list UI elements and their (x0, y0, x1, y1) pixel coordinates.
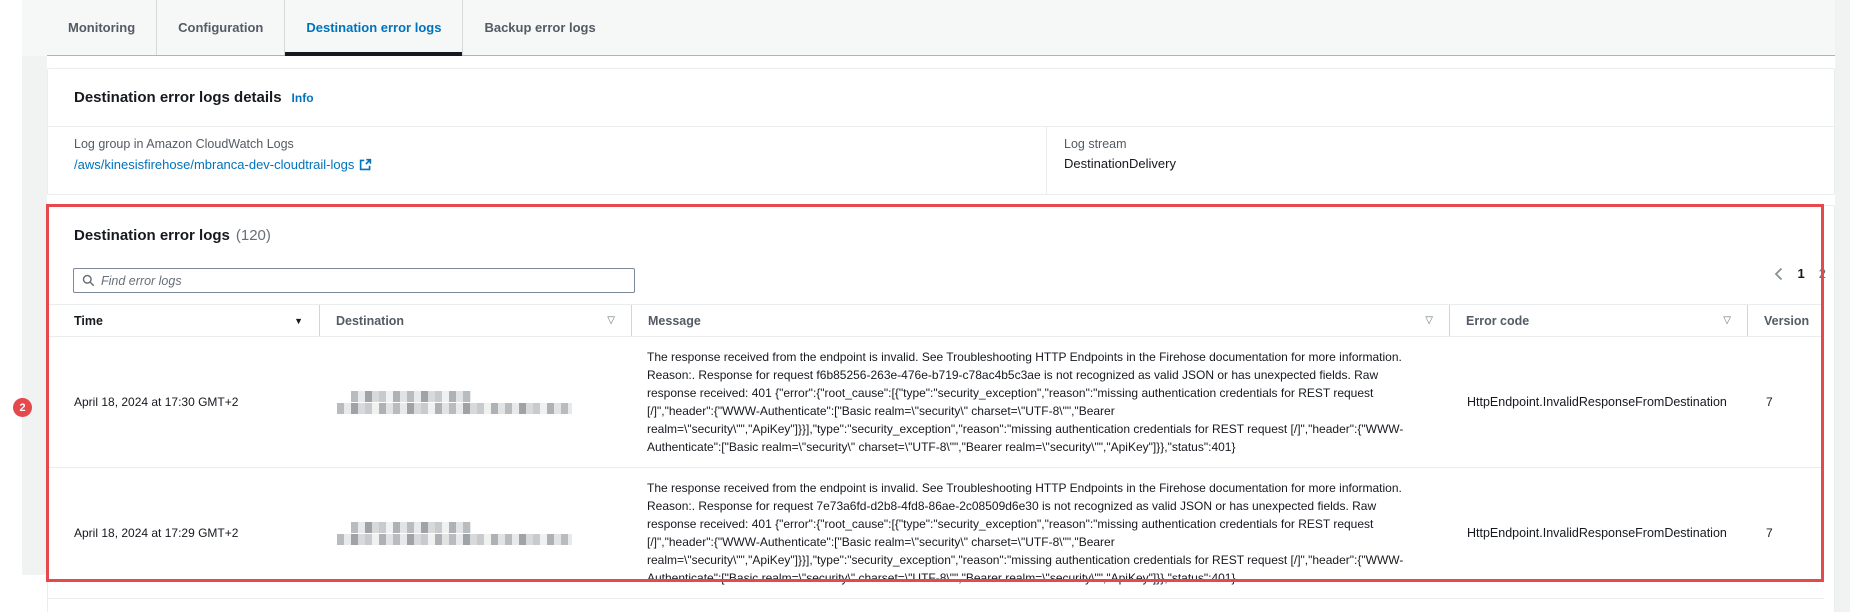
row-version: 7 (1766, 395, 1773, 409)
log-stream-field (1046, 127, 1834, 195)
left-rail (22, 56, 47, 575)
tab-bar (47, 0, 1835, 56)
external-link-icon (359, 158, 372, 171)
log-group-link-text: /aws/kinesisfirehose/mbranca-dev-cloudtrail-logs (74, 157, 355, 172)
tab-configuration[interactable]: Configuration (156, 0, 284, 55)
pagination (1773, 266, 1826, 281)
column-header-error-code-label: Error code (1466, 313, 1530, 328)
redacted-destination-blur (335, 391, 572, 414)
error-logs-title-text: Destination error logs (74, 227, 230, 244)
annotation-step-badge: 2 (13, 398, 32, 417)
column-header-error-code[interactable] (1449, 305, 1747, 336)
column-header-destination[interactable] (319, 305, 631, 336)
table-row (48, 468, 1824, 599)
tab-backup-error-logs[interactable]: Backup error logs (462, 0, 616, 55)
log-stream-label: Log stream (1064, 137, 1127, 151)
row-message: The response received from the endpoint is invalid. See Troubleshooting HTTP Endpoints in the Firehose documentation for more information. Reason:. Response for request 7e73a6fd-d2b8-4fd8-86ae-2c08509d6e30 is not recognized as valid JSON or has unexpected fields. Raw response received: 401 {"error":{"root_cause":[{"type":"security_exception","reason":"missing authentication credentials for REST request [/]","header":{"WWW-Authenticate":["Basic realm=\"security\" charset=\"UTF-8\"","Bearer realm=\"security\"","ApiKey"]}}],"type":"security_exception","reason":"missing authentication credentials for REST request [/]","header":{"WWW-Authenticate":["Basic realm=\"security\" charset=\"UTF-8\"","Bearer realm=\"security\"","ApiKey"]}},"status":401} (647, 481, 1404, 585)
sort-caret-icon: ▽ (607, 315, 615, 326)
column-header-message[interactable] (631, 305, 1449, 336)
search-box[interactable] (73, 268, 635, 293)
table-header-row (48, 304, 1824, 337)
left-margin (0, 0, 22, 612)
tab-destination-error-logs[interactable]: Destination error logs (284, 0, 462, 55)
info-link[interactable]: Info (291, 90, 314, 105)
table-row (48, 337, 1824, 468)
row-message: The response received from the endpoint is invalid. See Troubleshooting HTTP Endpoints in the Firehose documentation for more information. Reason:. Response for request f6b85256-263e-476e-b719-c78ac4b5c3ae is not recognized as valid JSON or has unexpected fields. Raw response received: 401 {"error":{"root_cause":[{"type":"security_exception","reason":"missing authentication credentials for REST request [/]","header":{"WWW-Authenticate":["Basic realm=\"security\" charset=\"UTF-8\"","Bearer realm=\"security\"","ApiKey"]}}],"type":"security_exception","reason":"missing authentication credentials for REST request [/]","header":{"WWW-Authenticate":["Basic realm=\"security\" charset=\"UTF-8\"","Bearer realm=\"security\"","ApiKey"]}},"status":401} (647, 350, 1404, 454)
log-group-field (48, 127, 1046, 195)
log-group-label: Log group in Amazon CloudWatch Logs (74, 137, 294, 151)
pagination-page-2[interactable]: 2 (1818, 266, 1826, 281)
details-card-body (48, 127, 1834, 195)
error-logs-card-header (48, 206, 1834, 304)
error-logs-count: (120) (235, 227, 271, 244)
log-group-link[interactable] (74, 157, 372, 172)
pagination-page-1[interactable]: 1 (1797, 266, 1805, 281)
row-version: 7 (1766, 526, 1773, 540)
row-time: April 18, 2024 at 17:29 GMT+2 (74, 526, 239, 540)
search-input[interactable] (101, 274, 626, 288)
row-error-code: HttpEndpoint.InvalidResponseFromDestination (1467, 395, 1727, 409)
column-header-time[interactable] (48, 305, 319, 336)
row-time: April 18, 2024 at 17:30 GMT+2 (74, 395, 239, 409)
tab-monitoring[interactable]: Monitoring (68, 20, 136, 35)
row-destination (319, 468, 631, 598)
column-header-version-label: Version (1764, 313, 1810, 328)
pagination-prev-button[interactable] (1773, 267, 1784, 281)
details-card-header (48, 69, 1834, 127)
column-header-version[interactable] (1747, 305, 1824, 336)
error-logs-card (47, 205, 1835, 612)
right-rail (1835, 0, 1850, 612)
column-header-destination-label: Destination (336, 313, 405, 328)
table-body (48, 337, 1834, 599)
search-icon (82, 274, 95, 287)
sort-caret-icon: ▽ (1425, 315, 1433, 326)
log-stream-value: DestinationDelivery (1064, 156, 1176, 171)
row-error-code: HttpEndpoint.InvalidResponseFromDestination (1467, 526, 1727, 540)
details-card-title: Destination error logs details (74, 89, 282, 106)
error-logs-title (74, 227, 271, 244)
details-card (47, 68, 1835, 195)
column-header-time-label: Time (74, 313, 103, 328)
column-header-message-label: Message (648, 313, 701, 328)
chevron-left-icon (1773, 267, 1784, 281)
sort-caret-icon: ▽ (1723, 315, 1731, 326)
sort-descending-icon: ▼ (294, 315, 303, 326)
row-destination (319, 337, 631, 467)
redacted-destination-blur (335, 522, 572, 545)
